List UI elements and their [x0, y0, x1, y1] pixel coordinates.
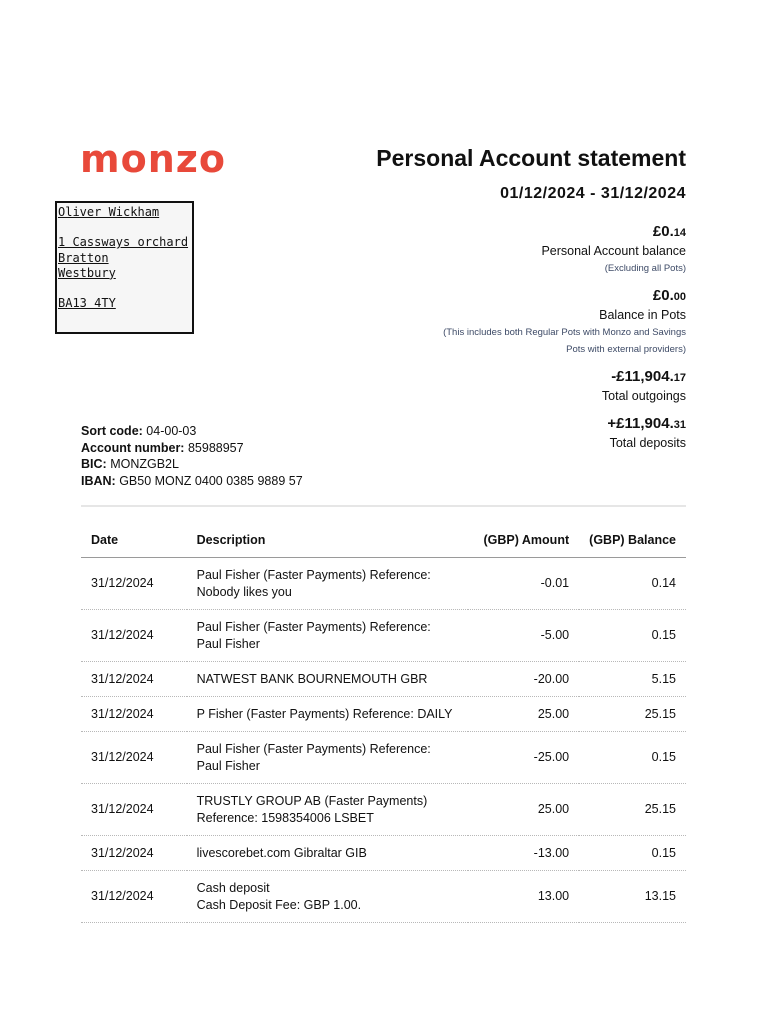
row-date: 31/12/2024 — [81, 871, 187, 923]
address-line: Westbury — [58, 265, 116, 280]
total-deposits — [346, 414, 686, 452]
address-line — [58, 220, 192, 235]
row-amount: 13.00 — [468, 871, 579, 923]
address-box — [55, 201, 194, 334]
row-balance: 0.14 — [579, 558, 686, 610]
row-balance: 5.15 — [579, 662, 686, 697]
row-amount: -13.00 — [468, 836, 579, 871]
column-header-date: Date — [81, 522, 187, 558]
pots-balance — [346, 286, 686, 358]
column-header-balance: (GBP) Balance — [579, 522, 686, 558]
row-date: 31/12/2024 — [81, 697, 187, 732]
statement-title: Personal Account statement — [376, 145, 686, 171]
table-row — [81, 610, 686, 662]
transactions-table — [81, 522, 686, 923]
row-date: 31/12/2024 — [81, 836, 187, 871]
table-row — [81, 558, 686, 610]
row-balance: 25.15 — [579, 697, 686, 732]
row-date: 31/12/2024 — [81, 610, 187, 662]
row-amount: 25.00 — [468, 784, 579, 836]
row-amount: 25.00 — [468, 697, 579, 732]
pots-balance-note: Pots with external providers) — [566, 344, 686, 355]
sort-code: Sort code: 04-00-03 — [81, 424, 197, 438]
total-deposits-amount: +£11,904.31 — [607, 415, 686, 432]
row-description: Paul Fisher (Faster Payments) Reference: Paul Fisher — [187, 610, 469, 662]
account-balance-label: Personal Account balance — [541, 244, 686, 258]
monzo-logo: monzo — [80, 137, 226, 181]
address-line — [58, 281, 192, 296]
row-balance: 13.15 — [579, 871, 686, 923]
total-outgoings-amount: -£11,904.17 — [611, 368, 686, 385]
row-date: 31/12/2024 — [81, 784, 187, 836]
row-description: livescorebet.com Gibraltar GIB — [187, 836, 469, 871]
table-header-row — [81, 522, 686, 558]
row-amount: -5.00 — [468, 610, 579, 662]
account-balance-note: (Excluding all Pots) — [604, 263, 686, 274]
bic: BIC: MONZGB2L — [81, 457, 179, 471]
pots-balance-note: (This includes both Regular Pots with Monzo and Savings — [443, 327, 686, 338]
row-balance: 25.15 — [579, 784, 686, 836]
table-row — [81, 836, 686, 871]
row-balance: 0.15 — [579, 732, 686, 784]
row-description: Paul Fisher (Faster Payments) Reference: Paul Fisher — [187, 732, 469, 784]
row-balance: 0.15 — [579, 610, 686, 662]
row-description: NATWEST BANK BOURNEMOUTH GBR — [187, 662, 469, 697]
address-line: Oliver Wickham — [58, 205, 160, 219]
table-row — [81, 784, 686, 836]
column-header-description: Description — [187, 522, 469, 558]
table-row — [81, 732, 686, 784]
address-line: Bratton — [58, 250, 109, 265]
table-row — [81, 662, 686, 697]
row-balance: 0.15 — [579, 836, 686, 871]
row-description: Paul Fisher (Faster Payments) Reference: Nobody likes you — [187, 558, 469, 610]
account-number: Account number: 85988957 — [81, 440, 244, 455]
table-row — [81, 697, 686, 732]
row-amount: -0.01 — [468, 558, 579, 610]
row-amount: -25.00 — [468, 732, 579, 784]
table-row — [81, 871, 686, 923]
column-header-amount: (GBP) Amount — [468, 522, 579, 558]
pots-balance-label: Balance in Pots — [599, 308, 686, 322]
row-description: P Fisher (Faster Payments) Reference: DAILY — [187, 697, 469, 732]
section-divider — [81, 505, 686, 507]
row-date: 31/12/2024 — [81, 662, 187, 697]
account-details — [81, 423, 303, 489]
iban: IBAN: GB50 MONZ 0400 0385 9889 57 — [81, 473, 303, 488]
row-description: TRUSTLY GROUP AB (Faster Payments) Reference: 1598354006 LSBET — [187, 784, 469, 836]
total-outgoings-label: Total outgoings — [601, 389, 686, 403]
address-line: BA13 4TY — [58, 296, 116, 311]
row-date: 31/12/2024 — [81, 558, 187, 610]
account-balance — [346, 222, 686, 277]
row-amount: -20.00 — [468, 662, 579, 697]
row-date: 31/12/2024 — [81, 732, 187, 784]
total-outgoings — [346, 367, 686, 405]
address-line: 1 Cassways orchard — [58, 235, 189, 250]
total-deposits-label: Total deposits — [609, 436, 686, 450]
pots-balance-amount: £0.00 — [652, 287, 686, 304]
balance-summary — [346, 222, 686, 461]
row-description: Cash deposit Cash Deposit Fee: GBP 1.00. — [187, 871, 469, 923]
account-balance-amount: £0.14 — [652, 223, 686, 240]
statement-period: 01/12/2024 - 31/12/2024 — [500, 185, 686, 202]
